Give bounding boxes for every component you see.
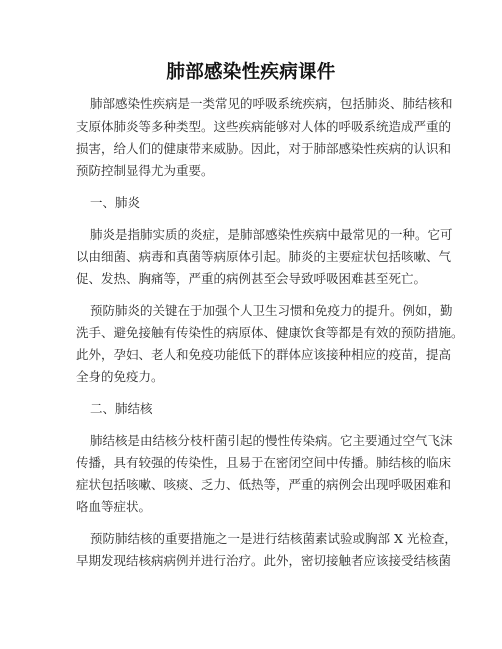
- pneumonia-p2-line-4: 全身的免疫力。: [76, 369, 164, 384]
- tb-p2-line-2: 早期发现结核病病例并进行治疗。此外，密切接触者应该接受结核菌: [76, 553, 452, 568]
- tb-p1-line-1: 肺结核是由结核分枝杆菌引起的慢性传染病。它主要通过空气飞沫: [90, 433, 453, 448]
- intro-line-4: 预防控制显得尤为重要。: [76, 163, 214, 178]
- intro-line-1: 肺部感染性疾病是一类常见的呼吸系统疾病，包括肺炎、肺结核和: [90, 96, 453, 111]
- section-heading-tuberculosis: 二、肺结核: [90, 401, 153, 416]
- tb-p1-line-2: 传播，具有较强的传染性，且易于在密闭空间中传播。肺结核的临床: [76, 455, 452, 470]
- tb-p1-line-3: 症状包括咳嗽、咳痰、乏力、低热等，严重的病例会出现呼吸困难和: [76, 477, 452, 492]
- intro-line-3: 损害，给人们的健康带来威胁。因此，对于肺部感染性疾病的认识和: [76, 141, 452, 156]
- section-heading-pneumonia: 一、肺炎: [90, 195, 141, 210]
- document-title: 肺部感染性疾病课件: [166, 62, 336, 83]
- pneumonia-p1-line-1: 肺炎是指肺实质的炎症，是肺部感染性疾病中最常见的一种。它可: [90, 227, 453, 242]
- tb-p1-line-4: 咯血等症状。: [76, 499, 152, 514]
- intro-line-2: 支原体肺炎等多种类型。这些疾病能够对人体的呼吸系统造成严重的: [76, 119, 452, 134]
- pneumonia-p2-line-1: 预防肺炎的关键在于加强个人卫生习惯和免疫力的提升。例如，勤: [90, 303, 453, 318]
- tb-p2-line-1: 预防肺结核的重要措施之一是进行结核菌素试验或胸部 X 光检查，: [90, 531, 457, 546]
- pneumonia-p2-line-3: 此外，孕妇、老人和免疫功能低下的群体应该接种相应的疫苗，提高: [76, 347, 452, 362]
- pneumonia-p1-line-3: 促、发热、胸痛等，严重的病例甚至会导致呼吸困难甚至死亡。: [76, 271, 427, 286]
- pneumonia-p1-line-2: 以由细菌、病毒和真菌等病原体引起。肺炎的主要症状包括咳嗽、气: [76, 249, 452, 264]
- pneumonia-p2-line-2: 洗手、避免接触有传染性的病原体、健康饮食等都是有效的预防措施。: [76, 325, 464, 340]
